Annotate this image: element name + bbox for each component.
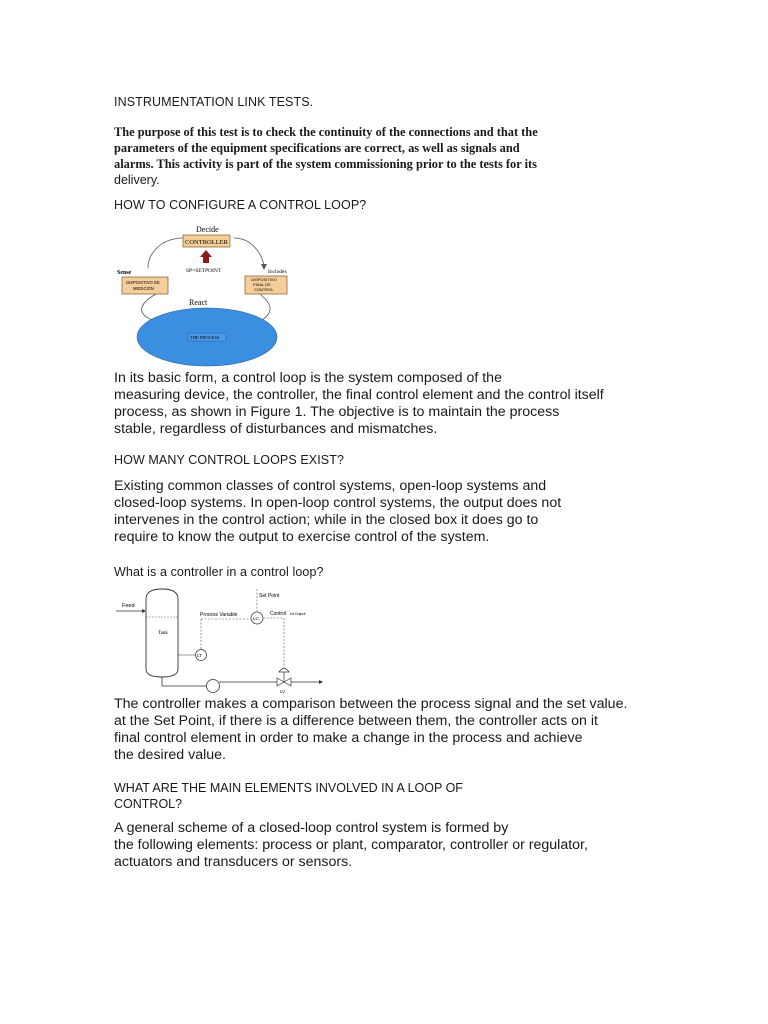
heading-how-many: HOW MANY CONTROL LOOPS EXIST? [114, 453, 345, 467]
loop-arc-right [234, 238, 264, 266]
purpose-line: alarms. This activity is part of the system commissioning prior to the tests for its [114, 157, 537, 171]
heading-controller: What is a controller in a control loop? [114, 565, 324, 579]
feed-label: Feed [122, 603, 135, 609]
lt-label: LT [197, 653, 202, 658]
text-line: closed-loop systems. In open-loop control systems, the output does not [114, 495, 562, 511]
purpose-line: The purpose of this test is to check the continuity of the connections and that the [114, 125, 538, 139]
setpoint-label: SP=SETPOINT [186, 268, 222, 274]
valve-icon [277, 678, 284, 686]
valve-actuator-icon [279, 669, 289, 673]
sense-label: Sense [117, 270, 132, 276]
basic-form-paragraph [114, 370, 674, 438]
scheme-paragraph [114, 820, 674, 871]
text-line: intervenes in the control action; while in the closed box it does go to [114, 512, 539, 528]
process-label: THE PROCESS [190, 335, 220, 340]
text-line: The controller makes a comparison between the process signal and the set value. [114, 696, 628, 712]
controller-label: CONTROLLER [185, 239, 228, 246]
measure-box-label: DISPOSITIVO DE [126, 280, 160, 285]
arrow-head-icon [261, 264, 267, 270]
text-line: stable, regardless of disturbances and mismatches. [114, 421, 438, 437]
includes-label: Includes [268, 269, 287, 275]
tank-level-diagram [112, 585, 327, 695]
text-line: process, as shown in Figure 1. The objective is to maintain the process [114, 404, 560, 420]
text-line: final control element in order to make a change in the process and achieve [114, 730, 583, 746]
react-label: React [189, 298, 208, 307]
set-point-label: Set Point [259, 593, 280, 599]
purpose-line: delivery. [114, 173, 160, 187]
loop-arc-lower-right [260, 294, 270, 320]
loop-arc-lower-left [142, 294, 156, 320]
purpose-paragraph [114, 124, 674, 188]
feed-arrow-icon [142, 609, 146, 613]
control-output-label: Control [270, 611, 287, 617]
heading-line: WHAT ARE THE MAIN ELEMENTS INVOLVED IN A LOOP OF [114, 781, 463, 795]
measure-box-label: MEDICIÓN [133, 286, 154, 291]
controller-paragraph [114, 696, 674, 764]
heading-configure: HOW TO CONFIGURE A CONTROL LOOP? [114, 198, 367, 212]
text-line: at the Set Point, if there is a difference between them, the controller acts on it [114, 713, 598, 729]
setpoint-arrow-icon [200, 250, 212, 263]
decide-label: Decide [196, 225, 219, 234]
text-line: the following elements: process or plant, comparator, controller or regulator, [114, 837, 588, 853]
text-line: In its basic form, a control loop is the system composed of the [114, 370, 502, 386]
discharge-arrow-icon [319, 680, 323, 684]
control-loop-diagram [112, 220, 302, 370]
text-line: actuators and transducers or sensors. [114, 854, 353, 870]
purpose-line: parameters of the equipment specifications are correct, as well as signals and [114, 141, 520, 155]
heading-line: CONTROL? [114, 797, 183, 811]
process-variable-label: Process Variable [200, 612, 238, 618]
loop-arc-left [148, 238, 184, 268]
text-line: require to know the output to exercise control of the system. [114, 529, 490, 545]
final-box-label: DISPOSITIVO [251, 277, 277, 282]
final-box-label: FINAL DE [253, 282, 271, 287]
heading-instrumentation: INSTRUMENTATION LINK TESTS. [114, 95, 314, 109]
text-line: Existing common classes of control systems, open-loop systems and [114, 478, 547, 494]
heading-elements [114, 780, 674, 812]
text-line: measuring device, the controller, the final control element and the control itself [114, 387, 604, 403]
text-line: the desired value. [114, 747, 226, 763]
pump-icon [207, 680, 220, 693]
lv-label: LV [280, 689, 286, 694]
control-output-small-label: ed Output [290, 612, 306, 616]
tank-label: Tank [158, 631, 168, 636]
valve-icon [284, 678, 291, 686]
final-box-label: CONTROL [254, 287, 274, 292]
text-line: A general scheme of a closed-loop control system is formed by [114, 820, 509, 836]
lc-label: LC [253, 616, 259, 621]
classes-paragraph [114, 478, 674, 546]
